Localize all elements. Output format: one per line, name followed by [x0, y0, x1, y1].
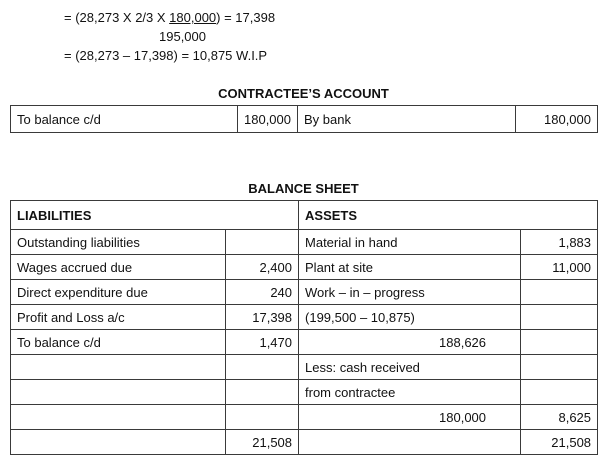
balance-sheet-row — [11, 330, 598, 355]
balance-sheet-title: BALANCE SHEET — [248, 181, 359, 196]
liability-description: Profit and Loss a/c — [11, 305, 226, 330]
asset-amount — [521, 355, 598, 380]
balance-sheet-row — [11, 230, 598, 255]
credit-amount: 180,000 — [516, 106, 598, 133]
asset-description-text: (199,500 – 10,875) — [305, 309, 415, 325]
liability-description — [11, 380, 226, 405]
liability-amount — [226, 355, 299, 380]
asset-description-text: Work – in – progress — [305, 284, 425, 300]
asset-amount — [521, 330, 598, 355]
calc-line-2-denominator: 195,000 — [159, 29, 206, 44]
credit-description: By bank — [298, 106, 516, 133]
calc-line-1-prefix: = (28,273 X 2/3 X — [64, 10, 170, 25]
asset-description — [299, 380, 521, 405]
balance-sheet-row — [11, 380, 598, 405]
liability-amount: 1,470 — [226, 330, 299, 355]
asset-description-text: Less: cash received — [305, 359, 420, 375]
balance-sheet-total-row — [11, 430, 598, 455]
liability-description: To balance c/d — [11, 330, 226, 355]
asset-amount — [521, 280, 598, 305]
liability-description: Direct expenditure due — [11, 280, 226, 305]
balance-sheet-row — [11, 405, 598, 430]
liability-description: Wages accrued due — [11, 255, 226, 280]
calc-line-1 — [64, 8, 607, 27]
calculation-block — [64, 8, 607, 65]
balance-sheet-row — [11, 255, 598, 280]
asset-description — [299, 305, 521, 330]
asset-amount: 11,000 — [521, 255, 598, 280]
asset-sub-amount: 188,626 — [439, 334, 487, 350]
debit-amount: 180,000 — [238, 106, 298, 133]
asset-description — [299, 405, 521, 430]
asset-description — [299, 280, 521, 305]
liability-description: Outstanding liabilities — [11, 230, 226, 255]
asset-amount — [521, 380, 598, 405]
debit-description: To balance c/d — [11, 106, 238, 133]
liability-amount: 17,398 — [226, 305, 299, 330]
liability-description — [11, 430, 226, 455]
asset-description-text: Plant at site — [305, 259, 373, 275]
liability-total-amount: 21,508 — [226, 430, 299, 455]
liability-amount: 2,400 — [226, 255, 299, 280]
contractee-account-row — [11, 106, 598, 133]
calc-line-3: = (28,273 – 17,398) = 10,875 W.I.P — [64, 48, 268, 63]
contractee-account-title: CONTRACTEE’S ACCOUNT — [218, 86, 389, 101]
balance-sheet-row — [11, 355, 598, 380]
liability-amount: 240 — [226, 280, 299, 305]
asset-sub-amount: 180,000 — [439, 409, 487, 425]
calc-line-1-numerator: 180,000 — [169, 10, 217, 25]
balance-sheet-table — [10, 200, 598, 455]
liabilities-header: LIABILITIES — [11, 201, 299, 230]
liability-amount — [226, 380, 299, 405]
calc-line-1-suffix: ) = 17,398 — [216, 10, 276, 25]
liability-amount — [226, 230, 299, 255]
asset-description — [299, 255, 521, 280]
assets-header: ASSETS — [299, 201, 598, 230]
balance-sheet-row — [11, 305, 598, 330]
liability-description — [11, 355, 226, 380]
asset-description-text: from contractee — [305, 384, 396, 400]
asset-total-amount: 21,508 — [521, 430, 598, 455]
asset-description — [299, 355, 521, 380]
balance-sheet-row — [11, 280, 598, 305]
asset-amount: 8,625 — [521, 405, 598, 430]
contractee-account-table — [10, 105, 598, 133]
asset-description — [299, 430, 521, 455]
asset-description — [299, 330, 521, 355]
asset-amount — [521, 305, 598, 330]
asset-description — [299, 230, 521, 255]
asset-description-text: Material in hand — [305, 234, 398, 250]
asset-amount: 1,883 — [521, 230, 598, 255]
balance-sheet-header-row — [11, 201, 598, 230]
liability-description — [11, 405, 226, 430]
liability-amount — [226, 405, 299, 430]
